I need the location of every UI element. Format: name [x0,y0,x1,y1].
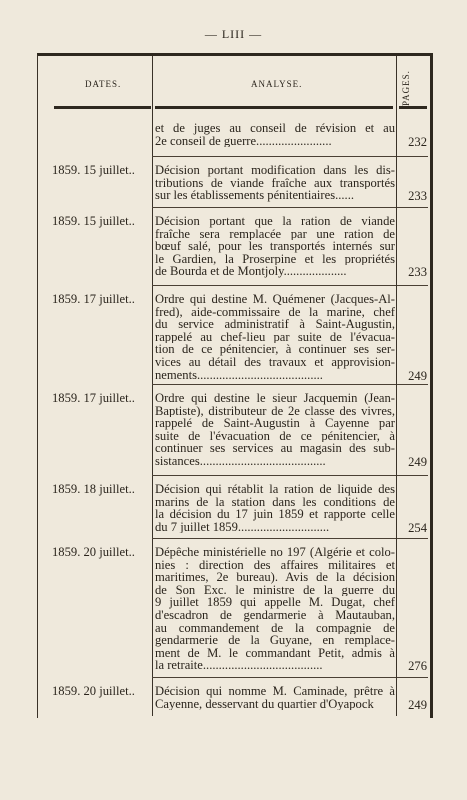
analysis-line: au commandement de la compagnie de [155,621,395,635]
entry-page-number: 249 [408,697,427,712]
analysis-line: nements........................................ [155,368,323,382]
entry-date: 1859. 18 juillet.. [52,482,135,496]
entry-page-number: 233 [408,265,427,280]
entry-divider [152,475,396,476]
page-divider [397,677,428,678]
entry-divider [152,538,396,539]
entry-divider [152,384,396,385]
entry-date: 1859. 20 juillet.. [52,545,135,559]
analysis-line: tion de ce pénitencier, à continuer ses ser- [155,343,395,356]
page-divider [397,475,428,476]
entry-date: 1859. 15 juillet.. [52,163,135,177]
entry-page-number: 254 [408,520,427,535]
running-head: — LIII — [204,27,263,41]
analysis-line: Ordre qui destine M. Quémener (Jacques-Al- [155,293,395,306]
analysis-line: Ordre qui destine le sieur Jacquemin (Jean- [155,392,395,405]
header-rule-dates [54,106,151,109]
header-rule-analyse [155,106,393,109]
analysis-line: Décision portant que la ration de viande [155,215,395,228]
header-rule-pages [399,106,427,109]
analysis-line: fraîche sera remplacée par une ration de [155,227,395,241]
analysis-line: tributions de viande fraîche aux transportés [155,176,395,190]
analysis-line: maritimes, 2e bureau). Avis de la décision [155,571,395,584]
analysis-line: Décision portant modification dans les dis- [155,164,395,177]
analysis-line: rappelé au chef-lieu par suite de l'évacua- [155,330,395,344]
analysis-line: d'escadron de gendarmerie à Mautauban, [155,608,395,622]
analysis-line: la décision du 17 juin 1859 et rapporte celle [155,508,395,521]
page-divider [397,156,428,157]
entry-date: 1859. 20 juillet.. [52,684,135,698]
analysis-line: ment de M. le commandant Petit, admis à [155,646,395,660]
entry-page-number: 249 [408,368,427,383]
entry-analysis [155,392,395,468]
page-divider [397,285,428,286]
header-pages: PAGES. [401,70,411,106]
analysis-line: fred), aide-commissaire de la marine, chef [155,305,395,319]
entry-divider [152,285,396,286]
page-divider [397,207,428,208]
analysis-line: du service administratif à Saint-Augustin, [155,318,395,331]
column-rule-dates [152,56,153,716]
analysis-line: de Bourda et de Montjoly.................... [155,265,347,278]
analysis-line: du 7 juillet 1859............................. [155,520,330,534]
analysis-line: bœuf salé, pour les transportés internés sur [155,240,395,253]
entry-page-number: 276 [408,659,427,674]
analysis-line: sur les établissements pénitentiaires...... [155,189,355,202]
analysis-line: suite de l'évacuation de ce pénitencier, à [155,429,395,443]
entry-page-number: 249 [408,455,427,469]
analysis-line: 9 juillet 1859 qui appelle M. Dugat, chef [155,596,395,609]
entry-analysis [155,546,395,672]
entry-page-number: 233 [408,189,427,204]
entry-analysis [155,483,395,533]
entry-date: 1859. 15 juillet.. [52,214,135,228]
analysis-line: rappelé de Saint-Augustin à Cayenne par [155,417,395,430]
analysis-line: le Gardien, la Proserpine et les propriétés [155,252,395,266]
header-analyse: ANALYSE. [251,79,303,89]
analysis-line: et de juges au conseil de révision et au [155,122,395,135]
entry-date: 1859. 17 juillet.. [52,391,135,405]
table-header [37,56,429,106]
entry-page-number: 232 [408,134,427,149]
analysis-line: Décision qui nomme M. Caminade, prêtre à [155,685,395,698]
analysis-line: marins de la station dans les conditions de [155,495,395,509]
analysis-line: Décision qui rétablit la ration de liquide des [155,483,395,496]
page-divider [397,384,428,385]
analysis-line: 2e conseil de guerre........................ [155,134,332,148]
page-divider [397,538,428,539]
analysis-line: sistances........................................ [155,454,326,468]
analysis-line: vices au détail des travaux et approvision- [155,355,395,369]
analysis-line: Cayenne, desservant du quartier d'Oyapock [155,697,374,711]
analysis-line: Baptiste), distributeur de 2e classe des vivres, [155,404,395,418]
column-rule-pages [396,56,397,716]
analysis-line: nies : direction des affaires militaires et [155,558,395,572]
entry-divider [152,207,396,208]
analysis-line: la retraite...................................... [155,659,323,672]
entry-analysis [155,685,395,710]
entry-analysis [155,164,395,202]
entry-analysis [155,293,395,381]
analysis-line: gendarmerie de la Guyane, en remplace- [155,634,395,647]
entry-divider [152,677,396,678]
entry-date: 1859. 17 juillet.. [52,292,135,306]
header-dates: DATES. [85,79,122,89]
analysis-line: continuer ses services au magasin des sub- [155,442,395,455]
entry-analysis [155,215,395,278]
analysis-line: de Son Exc. le ministre de la guerre du [155,583,395,597]
analysis-line: Dépêche ministérielle no 197 (Algérie et colo- [155,546,395,559]
entry-divider [152,156,396,157]
entry-analysis [155,122,395,147]
